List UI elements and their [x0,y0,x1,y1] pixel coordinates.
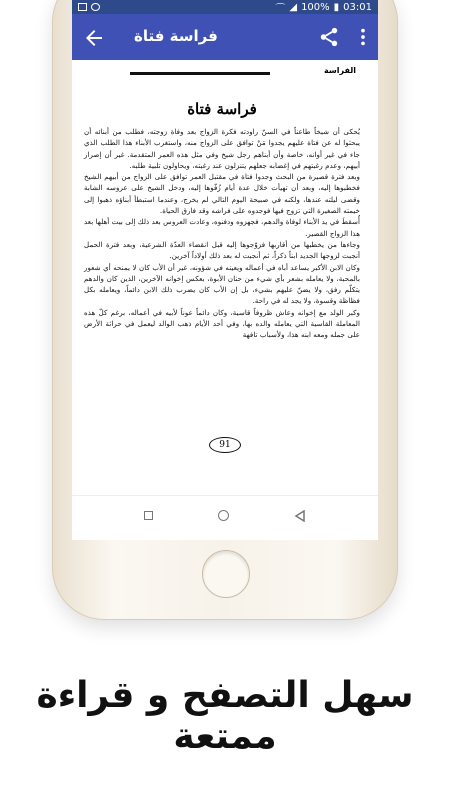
phone-screen [72,0,378,540]
battery-icon: ▮ [333,1,340,13]
android-nav-bar [72,495,378,540]
whatsapp-icon [91,3,100,11]
document-paragraph: وكبر الولد مع إخوانه وعاش ظروفاً قاسية، وكان دائماً عوناً لأبيه في أعماله، برغم كلّ هذه المعاملة القاسية التي يعامله والده بها، وفي أحد الأيام ذهب الوالد ليعمل في حراثة الأرض على جمله ومعه ابنه هذا، ولأسباب تافهة [84,307,360,340]
document-paragraph: يُحكى أن شيخاً طاعناً في السنّ راودته فكرة الزواج بعد وفاة زوجته، فطلب من أبنائه أن يبحثوا له عن فتاة عليهم يجدوا مَنْ توافق على الزواج منه، واستغرب الأبناء هذا الطلب الذي جاء في غير أوانه، خاصة وأن أبناهم رجل شيخ وفي مثل هذه العمر المتقدمة. غير أن إصرار أبيهم، وعدم رغبتهم في إغضابه جعلهم يتنزلون عند رغبته، ويحاولون تلبية طلبه. [84,127,360,170]
home-icon[interactable] [218,510,229,521]
app-bar [72,14,378,60]
document-header [84,66,360,78]
document-paragraph: أُسقطَ في يد الأبناء لوفاة والدهم، فجهزوه ودفنوه، وعادت العروس بعد ذلك إلى بيت أهلها بعد هذا الزواج القصير. [84,217,360,238]
page-number: 91 [209,437,241,453]
phone-home-button [202,550,250,598]
battery-percent: 100% [301,1,330,13]
document-paragraph: وبعد فترة قصيرة من البحث وجدوا فتاة في مقتبل العمر توافق على الزواج من أبيهم الشيخ فخطبوها إليه، وبعد أن تهيأت خلال عدة أيام زُفّوها إليه، ودخل الشيخ على عروسه الشابة وقضى ليلته عندها، ولكنه في صبيحة اليوم التالي لم يخرج، وعندما استبطأ أبناؤه ذهبوا إلى خيمته الصغيرة التي تزوج فيها فوجدوه على فراشه وقد فارق الحياة. [84,172,360,216]
page-title: فراسة فتاة [134,27,218,45]
document-paragraph: وكان الابن الأكبر يساعد أباه في أعماله ويعينه في شؤونه، غير أن الأب كان لا يمنحه أي شعور بالمحبة، ولا يعامله بشعر بأي شيء من حنان الأبوة، بعكس إخوانه الآخرين، الذين كان والدهم يتكلّم رفق، ولا يضنّ عليهم بشيء، بل إن الأب كان يضرب ذلك الابن دائماً، ويعامله بكل فظاظة وقسوة، ولا يجد له في راحة. [84,262,360,306]
document-paragraph: وجاءها من يخطبها من أقاربها فزوّجوها إليه قبل انقضاء العدّة الشرعية، وبعد فترة الحمل أنجبت لزوجها الجديد ابناً ذكراً، ثم أنجبت له بعد ذلك أولاداً آخرين. [84,239,360,261]
header-label: الفراسة [324,66,356,75]
status-bar [72,0,378,14]
recents-icon[interactable] [144,511,153,520]
nav-back-icon[interactable] [294,510,306,522]
back-arrow-icon[interactable] [82,26,106,50]
promo-caption: سهل التصفح و قراءة ممتعة [36,675,414,757]
header-rule [130,72,270,75]
clock: 03:01 [343,1,372,13]
image-icon [78,3,87,11]
more-vert-icon[interactable] [358,26,368,48]
signal-icon: ◢ [289,1,298,13]
wifi-icon: ⌒ [275,3,286,15]
document-title: فراسة فتاة [187,100,257,118]
page-number-wrap [72,432,378,453]
share-icon[interactable] [318,26,340,48]
document-page[interactable] [72,60,378,480]
